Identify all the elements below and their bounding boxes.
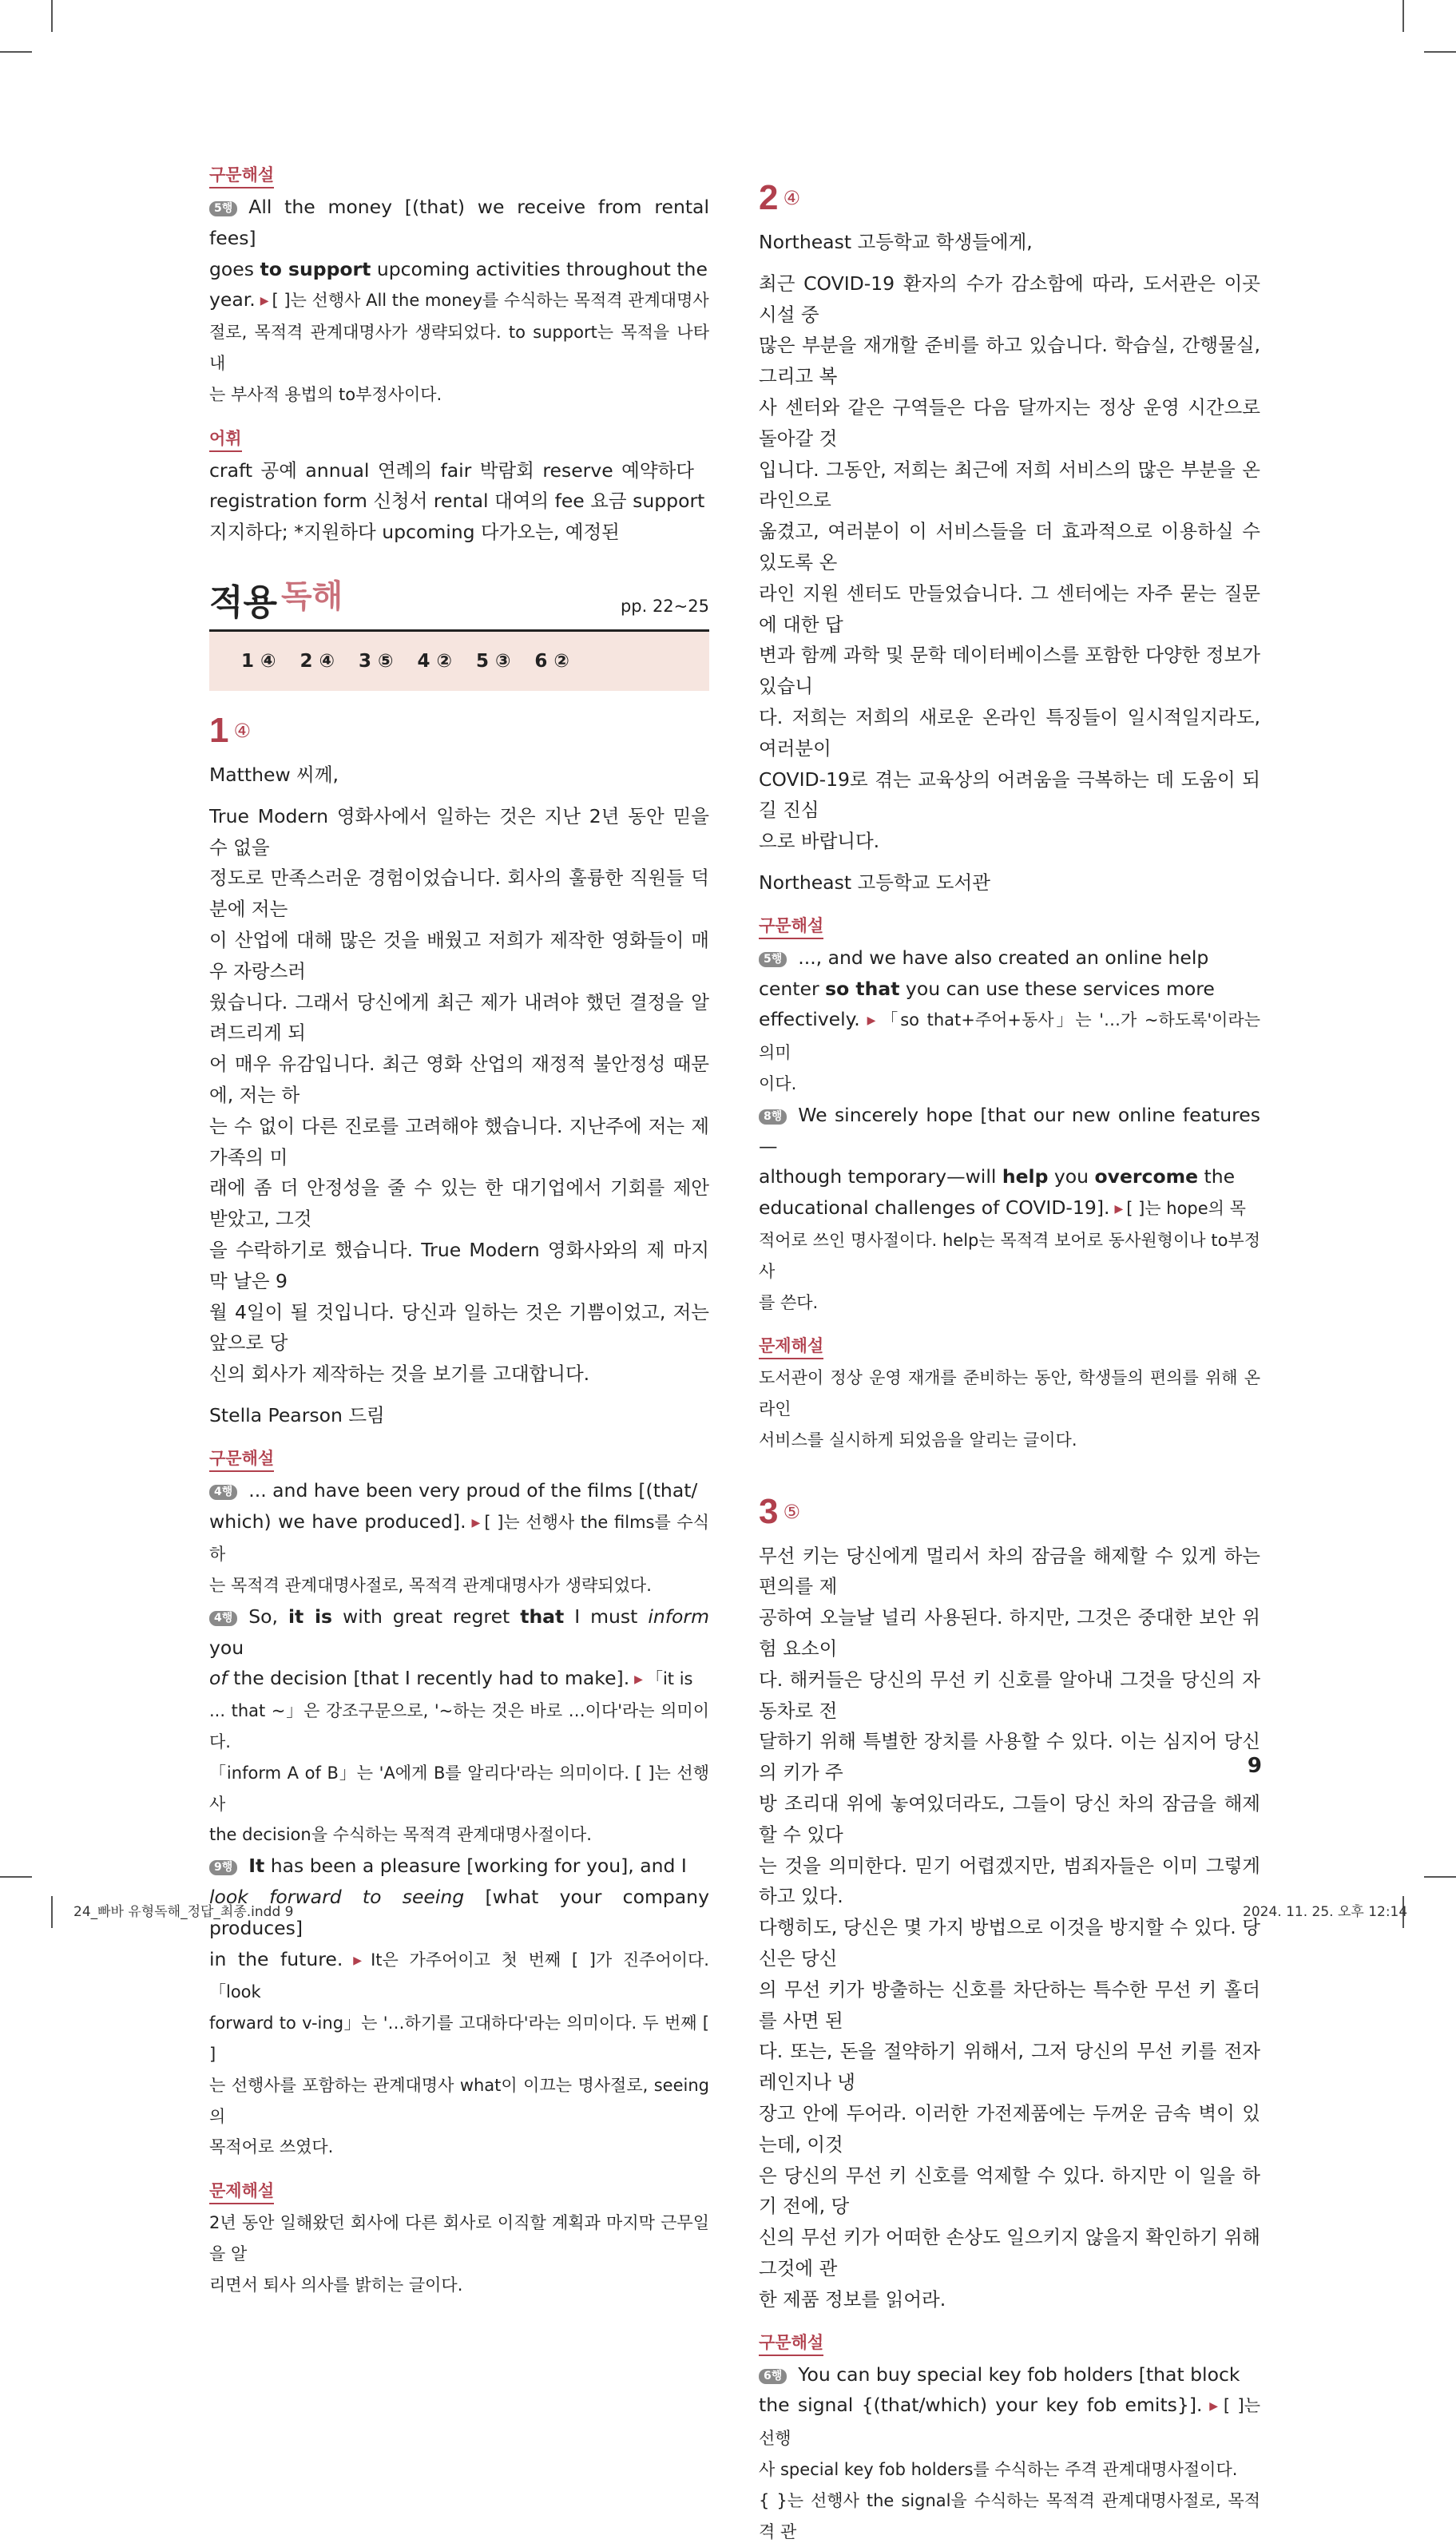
letter-signoff: Northeast 고등학교 도서관 xyxy=(759,871,990,894)
letter-greeting: Northeast 고등학교 학생들에게, xyxy=(759,231,1033,253)
grammar-section-q2: 구문해설 5행 ..., and we have also created an online help center so that you can use these services more effectively. ▶ 「so that+주어+동사」는 '…가 ~하도록'이라는 의미 이다. 8행 We sincerely hope [that our new online features— although temporary—will help you overcome the educational challenges of COVID-19]. ▶ [ ]는 hope의 목 적어로 쓰인 명사절이다. help는 목적격 보어로 동사원형이나 to부정사 를 쓴다. xyxy=(759,909,1260,1319)
problem-section-q1: 문제해설 2년 동안 일해왔던 회사에 다른 회사로 이직할 계획과 마지막 근무일을 알 리면서 퇴사 의사를 밝히는 글이다. xyxy=(209,2174,709,2300)
grammar-label: 구문해설 xyxy=(759,2331,823,2356)
crop-mark xyxy=(1402,0,1404,32)
page-range: pp. 22~25 xyxy=(620,596,709,616)
question-number: 2 xyxy=(759,178,779,217)
problem-label: 문제해설 xyxy=(209,2179,274,2204)
crop-mark xyxy=(1424,51,1456,53)
page-number: 9 xyxy=(1247,1754,1262,1778)
letter-signoff: Stella Pearson 드림 xyxy=(209,1403,385,1426)
question-3-heading xyxy=(759,1490,1260,1534)
answer-item: 2 ④ xyxy=(300,650,335,672)
line-badge: 6행 xyxy=(759,2369,787,2384)
right-column xyxy=(759,166,1260,2547)
answer-item: 3 ⑤ xyxy=(358,650,394,672)
translation-body: True Modern 영화사에서 일하는 것은 지난 2년 동안 믿을 수 없을 정도로 만족스러운 경험이었습니다. 회사의 훌륭한 직원들 덕분에 저는 이 산업에 대해 많은 것을 배웠고 저희가 제작한 영화들이 매우 자랑스러 웠습니다. 그래서 당신에게 최근 제가 내려야 했던 결정을 알려드리게 되 어 매우 유감입니다. 최근 영화 산업의 재정적 불안정성 때문에, 저는 하 는 수 없이 다른 진로를 고려해야 했습니다. 지난주에 저는 제 가족의 미 래에 좀 더 안정성을 줄 수 있는 한 대기업에서 기회를 제안 받았고, 그것 을 수락하기로 했습니다. True Modern 영화사와의 제 마지막 날은 9 월 4일이 될 것입니다. 당신과 일하는 것은 기쁨이었고, 저는 앞으로 당 신의 회사가 제작하는 것을 보기를 고대합니다. xyxy=(209,804,709,1386)
line-badge: 8행 xyxy=(759,1109,787,1125)
question-2-heading xyxy=(759,176,1260,220)
grammar-label: 구문해설 xyxy=(209,1446,274,1472)
answer-mark: ④ xyxy=(783,187,800,209)
answer-mark: ④ xyxy=(233,719,251,742)
translation-body: 무선 키는 당신에게 멀리서 차의 잠금을 해제할 수 있게 하는 편의를 제 공하여 오늘날 널리 사용된다. 하지만, 그것은 중대한 보안 위험 요소이 다. 해커들은 당신의 무선 키 신호를 알아내 그것을 당신의 자동차로 전 달하기 위해 특별한 장치를 사용할 수 있다. 이는 심지어 당신의 키가 주 방 조리대 위에 놓여있더라도, 그들이 당신 차의 잠금을 해제할 수 있다 는 것을 의미한다. 믿기 어렵겠지만, 범죄자들은 이미 그렇게 하고 있다. 다행히도, 당신은 몇 가지 방법으로 이것을 방지할 수 있다. 당신은 당신 의 무선 키가 방출하는 신호를 차단하는 특수한 무선 키 홀더를 사면 된 다. 또는, 돈을 절약하기 위해서, 그저 당신의 무선 키를 전자레인지나 냉 장고 안에 두어라. 이러한 가전제품에는 두꺼운 금속 벽이 있는데, 이것 은 당신의 무선 키 신호를 억제할 수 있다. 하지만 이 일을 하기 전에, 당 신의 무선 키가 어떠한 손상도 일으키지 않을지 확인하기 위해 그것에 관 한 제품 정보를 읽어라. xyxy=(759,1544,1260,2311)
vocab-label: 어휘 xyxy=(209,426,242,452)
question-1-heading xyxy=(209,708,709,753)
line-badge: 4행 xyxy=(209,1611,237,1626)
triangle-icon: ▶ xyxy=(1114,1203,1124,1216)
answer-key-box xyxy=(209,632,709,691)
triangle-icon: ▶ xyxy=(1207,2400,1220,2414)
apply-title-b: 독해 xyxy=(281,577,343,615)
problem-section-q2: 문제해설 도서관이 정상 운영 재개를 준비하는 동안, 학생들의 편의를 위해 온라인 서비스를 실시하게 되었음을 알리는 글이다. xyxy=(759,1329,1260,1455)
footer-filename: 24_빠바 유형독해_정답_최종.indd 9 xyxy=(73,1904,294,1920)
crop-mark xyxy=(0,51,32,53)
grammar-section-q3: 구문해설 6행 You can buy special key fob holders [that block the signal {(that/which) your key fob emits}]. ▶ [ ]는 선행 사 special key fob holders를 수식하는 주격 관계대명사절이다. { }는 선행사 the signal을 수식하는 목적격 관계대명사절로, 목적격 관 xyxy=(759,2326,1260,2547)
left-column xyxy=(209,158,709,2301)
grammar-label: 구문해설 xyxy=(209,163,274,188)
grammar-section-q1: 구문해설 4행 ... and have been very proud of the films [(that/ which) we have produced]. ▶ [ ]는 선행사 the films를 수식하 는 목적격 관계대명사절로, 목적격 관계대명사가 생략되었다. 4행 So, it is with great regret that I must inform you of the decision [that I recently had to make]. ▶ 「it is ... that ~」은 강조구문으로, '~하는 것은 바로 …이다'라는 의미이다. 「inform A of B」는 'A에게 B를 알리다'라는 의미이다. [ ]는 선행사 the decision을 수식하는 목적격 관계대명사절이다. 9행 It has been a pleasure [working for you], and I look forward to seeing [what your company produces] in the future. ▶ It은 가주어이고 첫 번째 [ ]가 진주어이다. 「look forward to v-ing」는 '…하기를 고대하다'라는 의미이다. 두 번째 [ ] 는 선행사를 포함하는 관계대명사 what이 이끄는 명사절로, seeing의 목적어로 쓰였다. xyxy=(209,1442,709,2164)
answer-mark: ⑤ xyxy=(783,1500,800,1523)
triangle-icon: ▶ xyxy=(864,1014,879,1028)
line-badge: 4행 xyxy=(209,1485,237,1500)
line-badge: 5행 xyxy=(209,201,237,216)
line-badge: 9행 xyxy=(209,1860,237,1875)
question-number: 1 xyxy=(209,710,229,750)
crop-mark xyxy=(51,1896,53,1928)
problem-label: 문제해설 xyxy=(759,1334,823,1359)
answer-item: 6 ② xyxy=(534,650,569,672)
triangle-icon: ▶ xyxy=(347,1954,368,1967)
question-number: 3 xyxy=(759,1491,779,1531)
crop-mark xyxy=(1424,1876,1456,1878)
triangle-icon: ▶ xyxy=(260,295,269,308)
apply-header xyxy=(209,577,709,632)
grammar-label: 구문해설 xyxy=(759,914,823,939)
apply-title-a: 적용 xyxy=(209,581,278,623)
grammar-section-prev: 구문해설 5행 All the money [(that) we receive from rental fees] goes to support upcoming activities throughout the year. ▶ [ ]는 선행사 All the money를 수식하는 목적격 관계대명사 절로, 목적격 관계대명사가 생략되었다. to support는 목적을 나타내 는 부사적 용법의 to부정사이다. xyxy=(209,158,709,411)
triangle-icon: ▶ xyxy=(634,1673,643,1687)
answer-item: 4 ② xyxy=(417,650,452,672)
answer-item: 5 ③ xyxy=(475,650,511,672)
letter-greeting: Matthew 씨께, xyxy=(209,763,339,786)
answer-item: 1 ④ xyxy=(241,650,276,672)
vocab-section: 어휘 craft 공예 annual 연례의 fair 박람회 reserve 예약하다 registration form 신청서 rental 대여의 fee 요금 support 지지하다; *지원하다 upcoming 다가오는, 예정된 xyxy=(209,422,709,548)
footer-timestamp: 2024. 11. 25. 오후 12:14 xyxy=(1243,1904,1408,1920)
translation-body: 최근 COVID-19 환자의 수가 감소함에 따라, 도서관은 이곳 시설 중 많은 부분을 재개할 준비를 하고 있습니다. 학습실, 간행물실, 그리고 복 사 센터와 같은 구역들은 다음 달까지는 정상 운영 시간으로 돌아갈 것 입니다. 그동안, 저희는 최근에 저희 서비스의 많은 부분을 온라인으로 옮겼고, 여러분이 이 서비스들을 더 효과적으로 이용하실 수 있도록 온 라인 지원 센터도 만들었습니다. 그 센터에는 자주 묻는 질문에 대한 답 변과 함께 과학 및 문학 데이터베이스를 포함한 다양한 정보가 있습니 다. 저희는 저희의 새로운 온라인 특징들이 일시적일지라도, 여러분이 COVID-19로 겪는 교육상의 어려움을 극복하는 데 도움이 되길 진심 으로 바랍니다. xyxy=(759,272,1260,853)
line-badge: 5행 xyxy=(759,952,787,967)
crop-mark xyxy=(0,1876,32,1878)
crop-mark xyxy=(51,0,53,32)
triangle-icon: ▶ xyxy=(470,1516,482,1529)
